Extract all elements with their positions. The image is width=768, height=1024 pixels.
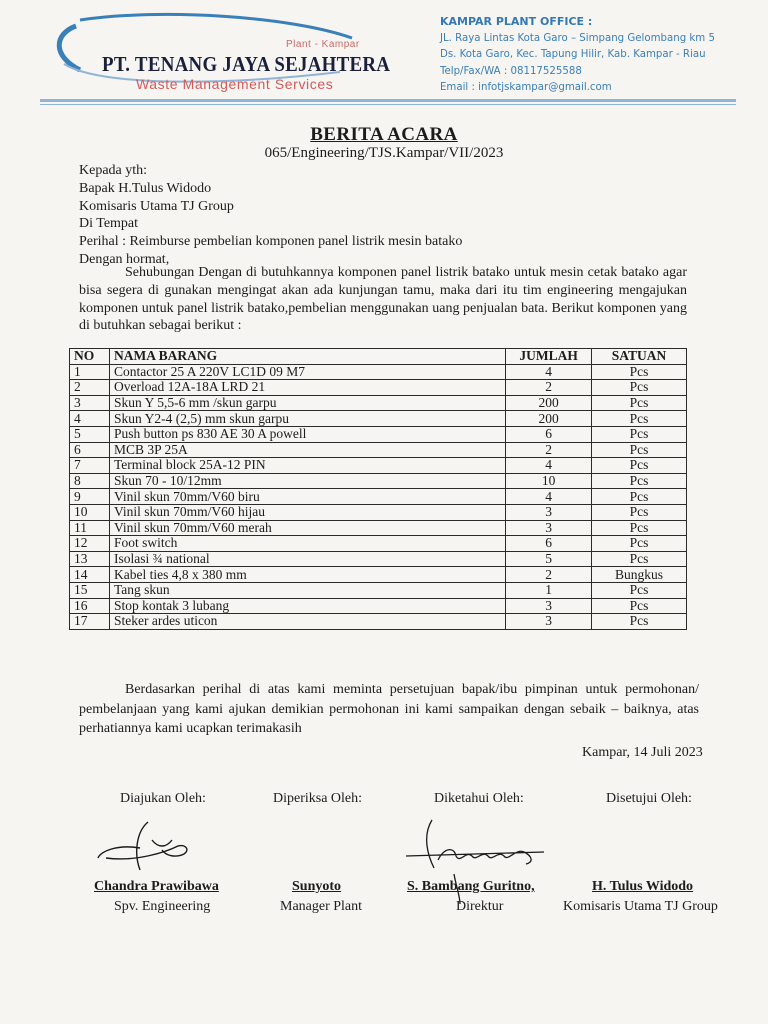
office-line: Ds. Kota Garo, Kec. Tapung Hilir, Kab. Kampar - Riau	[440, 49, 706, 60]
office-address	[440, 14, 715, 97]
cell-quantity: 4	[506, 458, 592, 474]
document-title: BERITA ACARA	[310, 124, 458, 145]
cell-item-name: MCB 3P 25A	[109, 442, 505, 458]
company-small-label: Plant - Kampar	[286, 39, 360, 50]
header-divider	[40, 99, 736, 102]
cell-quantity: 3	[506, 598, 592, 614]
cell-item-name: Stop kontak 3 lubang	[109, 598, 505, 614]
cell-no: 17	[70, 614, 110, 630]
cell-item-name: Isolasi ¾ national	[109, 551, 505, 567]
cell-unit: Pcs	[592, 473, 687, 489]
cell-quantity: 4	[506, 489, 592, 505]
table-row	[70, 551, 687, 567]
cell-unit: Pcs	[592, 426, 687, 442]
cell-unit: Pcs	[592, 536, 687, 552]
company-logo	[40, 12, 391, 94]
cell-item-name: Kabel ties 4,8 x 380 mm	[109, 567, 505, 583]
table-row	[70, 614, 687, 630]
cell-unit: Pcs	[592, 442, 687, 458]
cell-no: 7	[70, 458, 110, 474]
cell-item-name: Vinil skun 70mm/V60 merah	[109, 520, 505, 536]
cell-quantity: 6	[506, 426, 592, 442]
table-row	[70, 520, 687, 536]
cell-no: 2	[70, 380, 110, 396]
cell-no: 12	[70, 536, 110, 552]
signatory-name: Chandra Prawibawa	[94, 879, 219, 894]
cell-item-name: Push button ps 830 AE 30 A powell	[109, 426, 505, 442]
table-row	[70, 473, 687, 489]
cell-no: 8	[70, 473, 110, 489]
cell-item-name: Skun 70 - 10/12mm	[109, 473, 505, 489]
cell-item-name: Terminal block 25A-12 PIN	[109, 458, 505, 474]
subject-line: Perihal : Reimburse pembelian komponen panel listrik mesin batako	[79, 234, 463, 250]
cell-unit: Pcs	[592, 598, 687, 614]
cell-unit: Pcs	[592, 551, 687, 567]
address-line: Di Tempat	[79, 216, 139, 232]
cell-no: 15	[70, 582, 110, 598]
cell-item-name: Foot switch	[109, 536, 505, 552]
cell-no: 4	[70, 411, 110, 427]
cell-item-name: Steker ardes uticon	[109, 614, 505, 630]
cell-quantity: 3	[506, 520, 592, 536]
address-line: Komisaris Utama TJ Group	[79, 198, 234, 214]
table-header-row	[70, 349, 687, 365]
header-no: NO	[70, 349, 110, 365]
signatory-role: Direktur	[456, 899, 504, 914]
address-line: Kepada yth:	[79, 163, 148, 178]
signature-label: Disetujui Oleh:	[606, 791, 692, 806]
cell-quantity: 6	[506, 536, 592, 552]
cell-unit: Pcs	[592, 520, 687, 536]
company-name: PT. TENANG JAYA SEJAHTERA	[102, 52, 391, 76]
header-quantity: JUMLAH	[506, 349, 592, 365]
signatory-role: Komisaris Utama TJ Group	[563, 899, 718, 914]
cell-quantity: 3	[506, 614, 592, 630]
place-date: Kampar, 14 Juli 2023	[582, 745, 703, 760]
address-block	[79, 162, 462, 269]
table-row	[70, 458, 687, 474]
cell-no: 16	[70, 598, 110, 614]
signature-label: Diajukan Oleh:	[120, 791, 206, 806]
table-row	[70, 598, 687, 614]
cell-quantity: 2	[506, 442, 592, 458]
intro-text: Sehubungan Dengan di butuhkannya komponen panel listrik batako untuk mesin cetak batako agar bisa segera di gunakan mengingat akan ada kunjungan tamu, maka dari itu tim engineering mengajukan komponen untuk panel listrik batako,pembelian menggunakan uang penjualan bata. Berikut komponen yang di butuhkan sebagai berikut :	[79, 265, 687, 334]
cell-unit: Pcs	[592, 458, 687, 474]
cell-unit: Pcs	[592, 614, 687, 630]
cell-unit: Pcs	[592, 364, 687, 380]
cell-no: 14	[70, 567, 110, 583]
address-line: Bapak H.Tulus Widodo	[79, 180, 212, 196]
signatory-name: Sunyoto	[292, 879, 342, 894]
cell-item-name: Skun Y2-4 (2,5) mm skun garpu	[109, 411, 505, 427]
cell-item-name: Overload 12A-18A LRD 21	[109, 380, 505, 396]
office-line: JL. Raya Lintas Kota Garo – Simpang Gelombang km 5	[440, 32, 715, 44]
cell-no: 6	[70, 442, 110, 458]
signatory-name: H. Tulus Widodo	[592, 879, 694, 894]
cell-unit: Pcs	[592, 380, 687, 396]
cell-quantity: 5	[506, 551, 592, 567]
cell-no: 9	[70, 489, 110, 505]
table-row	[70, 426, 687, 442]
table-row	[70, 582, 687, 598]
signatory-role: Spv. Engineering	[114, 899, 211, 914]
cell-quantity: 3	[506, 504, 592, 520]
signature-chandra	[96, 818, 200, 880]
cell-unit: Pcs	[592, 395, 687, 411]
table-row	[70, 395, 687, 411]
document-number: 065/Engineering/TJS.Kampar/VII/2023	[264, 145, 504, 161]
cell-no: 5	[70, 426, 110, 442]
header-divider-thin	[40, 104, 736, 105]
table-row	[70, 380, 687, 396]
table-row	[70, 489, 687, 505]
table-row	[70, 567, 687, 583]
signature-label: Diperiksa Oleh:	[273, 791, 363, 806]
cell-no: 1	[70, 364, 110, 380]
cell-unit: Bungkus	[592, 567, 687, 583]
office-title: KAMPAR PLANT OFFICE :	[440, 15, 593, 28]
cell-no: 3	[70, 395, 110, 411]
signature-label: Diketahui Oleh:	[434, 791, 524, 806]
table-row	[70, 536, 687, 552]
items-table	[69, 348, 687, 630]
header-unit: SATUAN	[592, 349, 687, 365]
cell-item-name: Contactor 25 A 220V LC1D 09 M7	[109, 364, 505, 380]
cell-no: 10	[70, 504, 110, 520]
cell-quantity: 1	[506, 582, 592, 598]
cell-quantity: 10	[506, 473, 592, 489]
cell-unit: Pcs	[592, 411, 687, 427]
cell-quantity: 2	[506, 567, 592, 583]
cell-unit: Pcs	[592, 582, 687, 598]
company-tagline: Waste Management Services	[136, 76, 334, 92]
intro-paragraph	[79, 264, 687, 335]
cell-item-name: Skun Y 5,5-6 mm /skun garpu	[109, 395, 505, 411]
table-row	[70, 442, 687, 458]
closing-paragraph	[79, 680, 699, 739]
cell-item-name: Vinil skun 70mm/V60 hijau	[109, 504, 505, 520]
cell-no: 11	[70, 520, 110, 536]
signatory-name: S. Bambang Guritno,	[407, 879, 535, 894]
header-item-name: NAMA BARANG	[109, 349, 505, 365]
cell-quantity: 4	[506, 364, 592, 380]
cell-quantity: 200	[506, 411, 592, 427]
table-row	[70, 364, 687, 380]
cell-item-name: Vinil skun 70mm/V60 biru	[109, 489, 505, 505]
closing-text: Berdasarkan perihal di atas kami meminta persetujuan bapak/ibu pimpinan untuk permohonan/ pembelanjaan yang kami ajukan demikian permohonan ini kami sampaikan dengan sebaik – baiknya, atas perhatiannya kami ucapkan terimakasih	[79, 682, 699, 736]
cell-unit: Pcs	[592, 489, 687, 505]
salutation: Dengan hormat,	[79, 251, 170, 267]
cell-quantity: 200	[506, 395, 592, 411]
table-row	[70, 504, 687, 520]
signatory-role: Manager Plant	[280, 899, 363, 914]
cell-item-name: Tang skun	[109, 582, 505, 598]
office-line: Telp/Fax/WA : 08117525588	[440, 65, 582, 77]
cell-no: 13	[70, 551, 110, 567]
office-line: Email : infotjskampar@gmail.com	[440, 82, 612, 93]
cell-quantity: 2	[506, 380, 592, 396]
table-row	[70, 411, 687, 427]
cell-unit: Pcs	[592, 504, 687, 520]
